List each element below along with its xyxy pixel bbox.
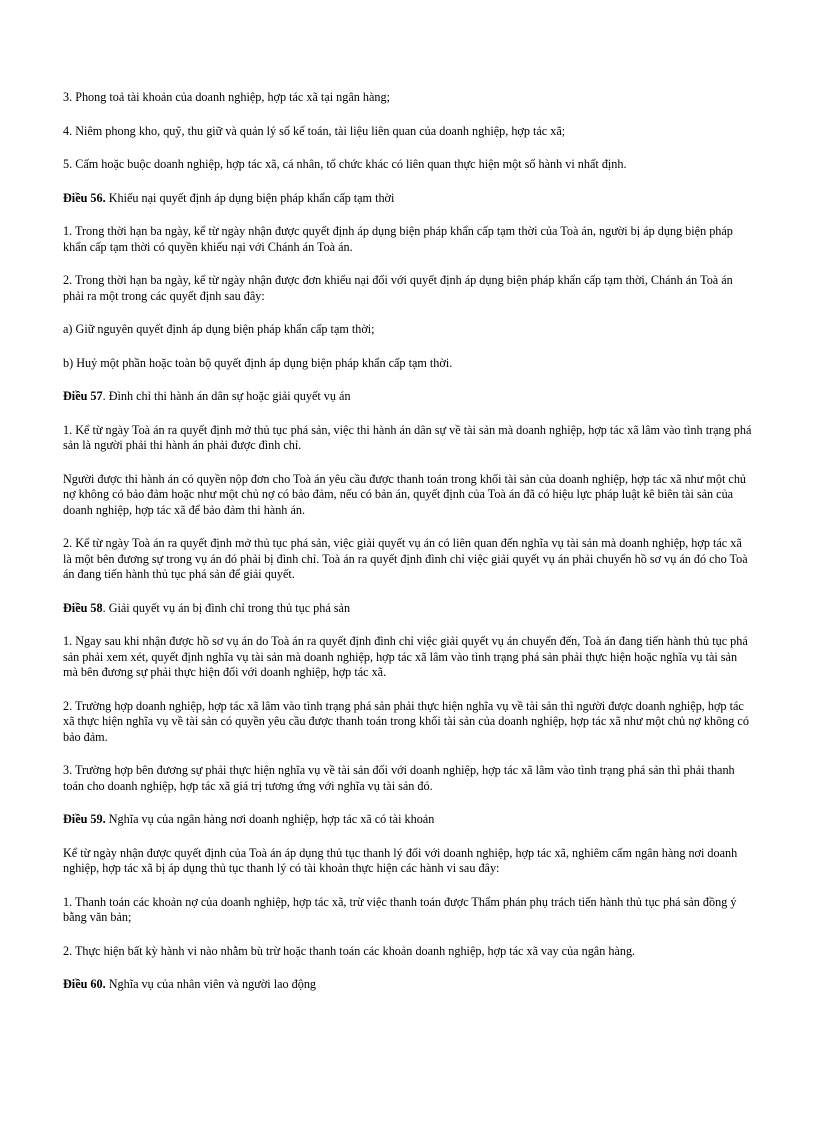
article-number: Điều 60. xyxy=(63,977,106,991)
body-paragraph: 1. Ngay sau khi nhận được hồ sơ vụ án do Toà án ra quyết định đình chỉ việc giải quyết vụ án chuyển đến, Toà án đang tiến hành thủ tục phá sản phải xem xét, quyết định nghĩa vụ tài sản mà doanh nghiệp, hợp tác xã lâm vào tình trạng phá sản phải thực hiện hoặc nghĩa vụ tài sản mà bên đương sự phải thực hiện đối với doanh nghiệp, hợp tác xã. xyxy=(63,634,748,679)
article-heading xyxy=(63,389,753,405)
article-number: Điều 56. xyxy=(63,190,106,205)
body-paragraph: 2. Thực hiện bất kỳ hành vi nào nhằm bù trừ hoặc thanh toán các khoản doanh nghiệp, hợp tác xã vay của ngân hàng. xyxy=(63,943,636,958)
body-paragraph: Kể từ ngày nhận được quyết định của Toà án áp dụng thủ tục thanh lý đối với doanh nghiệp, hợp tác xã, nghiêm cấm ngân hàng nơi doanh nghiệp, hợp tác xã bị áp dụng thủ tục thanh lý có tài khoản thực hiện các hành vi sau đây: xyxy=(63,845,738,875)
body-paragraph: 2. Trong thời hạn ba ngày, kể từ ngày nhận được đơn khiếu nại đối với quyết định áp dụng biện pháp khẩn cấp tạm thời, Chánh án Toà án phải ra một trong các quyết định sau đây: xyxy=(63,273,733,303)
body-paragraph: b) Huỷ một phần hoặc toàn bộ quyết định áp dụng biện pháp khẩn cấp tạm thời. xyxy=(63,355,453,370)
article-title: . Đình chỉ thi hành án dân sự hoặc giải quyết vụ án xyxy=(102,389,351,403)
article-heading xyxy=(63,191,753,207)
body-paragraph: a) Giữ nguyên quyết định áp dụng biện pháp khẩn cấp tạm thời; xyxy=(63,322,375,336)
body-paragraph: 5. Cấm hoặc buộc doanh nghiệp, hợp tác xã, cá nhân, tổ chức khác có liên quan thực hiện một số hành vi nhất định. xyxy=(63,157,627,171)
body-paragraph: 1. Kể từ ngày Toà án ra quyết định mở thủ tục phá sản, việc thi hành án dân sự về tài sản mà doanh nghiệp, hợp tác xã lâm vào tình trạng phá sản là người phải thi hành án phải được đình chỉ. xyxy=(63,422,752,452)
body-paragraph: 1. Trong thời hạn ba ngày, kể từ ngày nhận được quyết định áp dụng biện pháp khẩn cấp tạm thời của Toà án, người bị áp dụng biện pháp khẩn cấp tạm thời có quyền khiếu nại với Chánh án Toà án. xyxy=(63,224,733,254)
body-paragraph: 1. Thanh toán các khoản nợ của doanh nghiệp, hợp tác xã, trừ việc thanh toán được Thẩm phán phụ trách tiến hành thủ tục phá sản đồng ý bằng văn bản; xyxy=(63,894,737,924)
article-number: Điều 57 xyxy=(63,389,103,403)
article-title: Khiếu nại quyết định áp dụng biện pháp khẩn cấp tạm thời xyxy=(105,190,395,205)
article-heading xyxy=(63,812,753,828)
article-number: Điều 59. xyxy=(63,812,106,826)
article-heading xyxy=(63,601,753,617)
article-title: Nghĩa vụ của ngân hàng nơi doanh nghiệp, hợp tác xã có tài khoản xyxy=(105,812,435,826)
article-number: Điều 58 xyxy=(63,600,103,615)
body-paragraph: Người được thi hành án có quyền nộp đơn cho Toà án yêu cầu được thanh toán trong khối tài sản của doanh nghiệp, hợp tác xã như một chủ nợ không có bảo đảm hoặc như một chủ nợ có bảo đảm, nếu có bản án, quyết định của Toà án đã có hiệu lực pháp luật kê biên tài sản của doanh nghiệp, hợp tác xã để bảo đảm thi hành án. xyxy=(63,471,747,517)
body-paragraph: 2. Trường hợp doanh nghiệp, hợp tác xã lâm vào tình trạng phá sản phải thực hiện nghĩa vụ về tài sản thì người được doanh nghiệp, hợp tác xã thực hiện nghĩa vụ về tài sản có quyền yêu cầu được thanh toán trong khối tài sản của doanh nghiệp, hợp tác xã như một chủ nợ không có bảo đảm. xyxy=(63,698,749,744)
article-title: . Giải quyết vụ án bị đình chỉ trong thủ tục phá sản xyxy=(102,600,351,615)
document-page xyxy=(63,90,753,1011)
body-paragraph: 2. Kể từ ngày Toà án ra quyết định mở thủ tục phá sản, việc giải quyết vụ án có liên quan đến nghĩa vụ tài sản mà doanh nghiệp, hợp tác xã là một bên đương sự trong vụ án đó phải bị đình chỉ. Toà án ra quyết định đình chỉ việc giải quyết vụ án phải chuyển hồ sơ vụ án đó cho Toà án đang tiến hành thủ tục phá sản để giải quyết. xyxy=(63,536,748,581)
body-paragraph: 4. Niêm phong kho, quỹ, thu giữ và quản lý sổ kế toán, tài liệu liên quan của doanh nghiệp, hợp tác xã; xyxy=(63,123,566,138)
body-paragraph: 3. Phong toả tài khoản của doanh nghiệp, hợp tác xã tại ngân hàng; xyxy=(63,90,390,104)
article-title: Nghĩa vụ của nhân viên và người lao động xyxy=(105,977,317,991)
article-heading xyxy=(63,977,753,993)
body-paragraph: 3. Trường hợp bên đương sự phải thực hiện nghĩa vụ về tài sản đối với doanh nghiệp, hợp tác xã lâm vào tình trạng phá sản thì phải thanh toán cho doanh nghiệp, hợp tác xã giá trị tương ứng với nghĩa vụ tài sản đó. xyxy=(63,763,735,793)
